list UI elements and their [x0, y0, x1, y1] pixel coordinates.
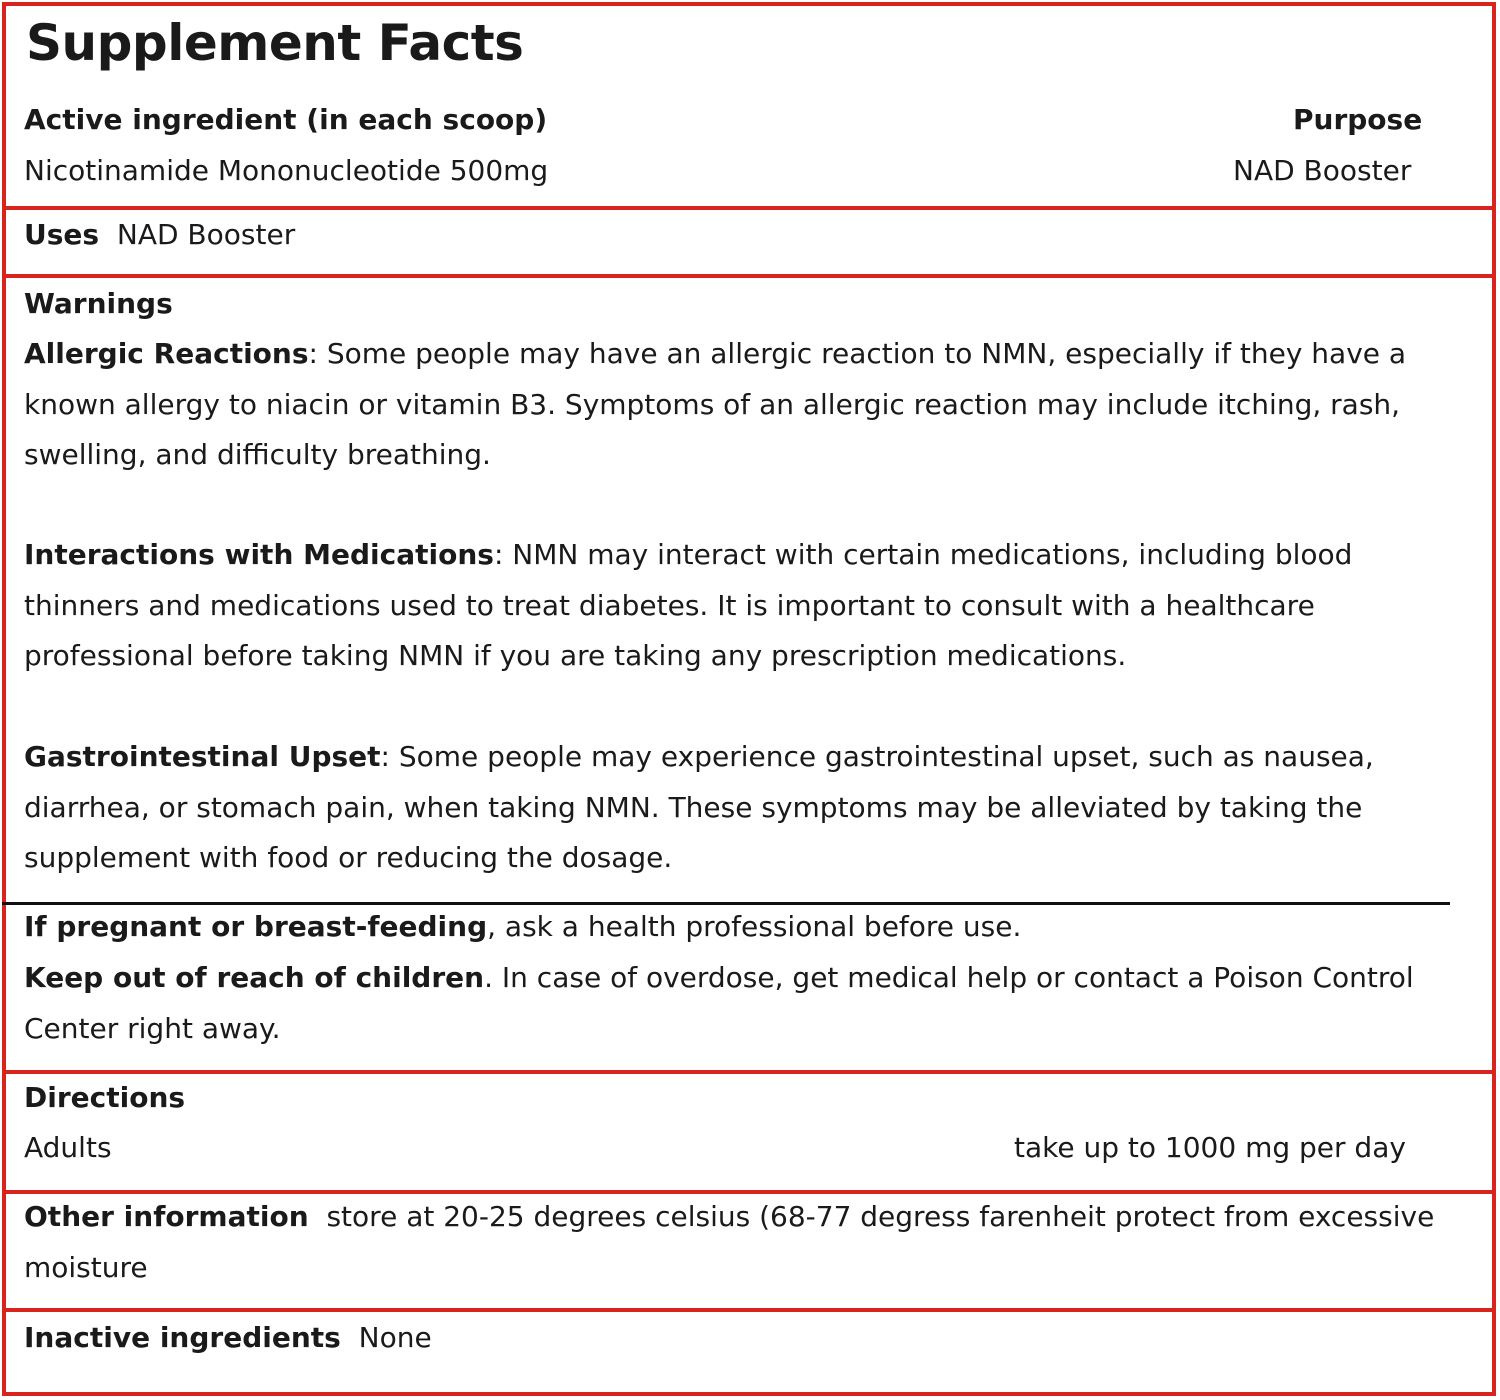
other-text: store at 20-25 degrees celsius (68-77 degress farenheit protect from excessive moisture [24, 1200, 1435, 1284]
children-warning [24, 953, 1464, 1054]
warning-text: : Some people may have an allergic reaction to NMN, especially if they have a known allergy to niacin or vitamin B3. Symptoms of an allergic reaction may include itching, rash, swelling, and difficulty breathing. [24, 337, 1407, 471]
warning-allergic [24, 329, 1464, 481]
warning-gastro [24, 732, 1464, 884]
pregnancy-label: If pregnant or breast-feeding [24, 910, 488, 943]
directions-heading: Directions [24, 1081, 186, 1114]
page-title: Supplement Facts [26, 14, 524, 72]
warning-interactions [24, 530, 1464, 682]
pregnancy-warning [24, 902, 1464, 953]
warning-label: Interactions with Medications [24, 538, 494, 571]
other-information [24, 1192, 1464, 1293]
pregnancy-text: , ask a health professional before use. [487, 910, 1022, 943]
warnings-heading: Warnings [24, 287, 173, 320]
warning-text: : NMN may interact with certain medications, including blood thinners and medications used to treat diabetes. It is important to consult with a healthcare professional before taking NMN if you are taking any prescription medications. [24, 538, 1353, 672]
purpose-header: Purpose [1293, 103, 1423, 136]
directions-dose: take up to 1000 mg per day [1014, 1131, 1406, 1164]
other-label: Other information [24, 1200, 309, 1233]
uses-label: Uses [24, 218, 100, 251]
ingredient-value: Nicotinamide Mononucleotide 500mg [24, 154, 549, 187]
warning-label: Allergic Reactions [24, 337, 309, 370]
purpose-value: NAD Booster [1233, 154, 1412, 187]
directions-who: Adults [24, 1131, 112, 1164]
warning-label: Gastrointestinal Upset [24, 740, 381, 773]
active-ingredient-header: Active ingredient (in each scoop) [24, 103, 548, 136]
inactive-value: None [358, 1321, 432, 1354]
uses-value: NAD Booster [116, 218, 296, 251]
children-text: . In case of overdose, get medical help or contact a Poison Control Center right away. [24, 961, 1414, 1045]
children-label: Keep out of reach of children [24, 961, 485, 994]
inactive-row [24, 1321, 432, 1354]
uses-row [24, 218, 296, 251]
warning-text: : Some people may experience gastrointestinal upset, such as nausea, diarrhea, or stomach pain, when taking NMN. These symptoms may be alleviated by taking the supplement with food or reducing the dosage. [24, 740, 1374, 874]
inactive-label: Inactive ingredients [24, 1321, 341, 1354]
